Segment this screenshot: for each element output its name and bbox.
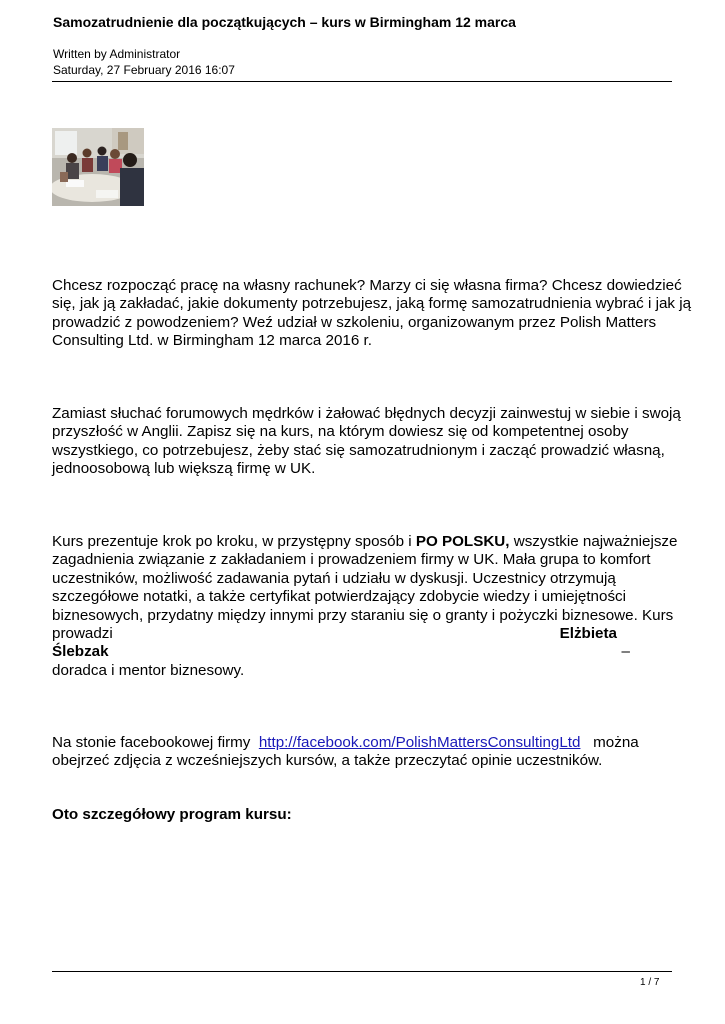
course-photo xyxy=(52,128,144,206)
date-line: Saturday, 27 February 2016 16:07 xyxy=(53,63,235,77)
text-line: uczestników, możliwość zadawania pytań i udziału w dyskusji. Uczestnicy otrzymują xyxy=(52,569,616,587)
text-line xyxy=(52,734,677,752)
text-line xyxy=(52,533,677,551)
instructor-last-name: Ślebzak xyxy=(52,643,109,661)
text-span: Kurs prezentuje krok po kroku, w przystępny sposób i xyxy=(52,533,416,550)
text-line: się, jak ją zakładać, jakie dokumenty potrzebujesz, jaką formę samozatrudnienia wybrać i jak ją xyxy=(52,295,692,313)
text-line xyxy=(52,643,630,661)
polish-language-emphasis: PO POLSKU, xyxy=(415,533,510,550)
text-span: prowadzi xyxy=(52,625,113,643)
text-line: przyszłość w Anglii. Zapisz się na kurs, na którym dowiesz się od kompetentnej osoby xyxy=(52,423,629,441)
facebook-paragraph xyxy=(52,734,677,771)
course-description-paragraph xyxy=(52,533,677,680)
instructor-role: doradca i mentor biznesowy. xyxy=(52,661,245,679)
text-line: obejrzeć zdjęcia z wcześniejszych kursów, a także przeczytać opinie uczestników. xyxy=(52,752,603,770)
text-line: biznesowych, przydatny między innymi przy staraniu się o granty i pożyczki biznesowe. Kurs xyxy=(52,606,674,624)
text-span: można xyxy=(593,734,639,751)
text-line xyxy=(52,625,617,643)
text-line: Chcesz rozpocząć pracę na własny rachunek? Marzy ci się własna firma? Chcesz dowiedzieć xyxy=(52,277,682,294)
dash: – xyxy=(621,643,630,661)
text-line: prowadzić z powodzeniem? Weź udział w szkoleniu, organizowanym przez Polish Matters xyxy=(52,313,657,331)
page-number: 1 / 7 xyxy=(640,977,660,988)
text-span: wszystkie najważniejsze xyxy=(509,533,678,550)
text-line: wszystkiego, co potrzebujesz, żeby stać się samozatrudnionym i zacząć prowadzić własną, xyxy=(52,441,665,459)
author-line: Written by Administrator xyxy=(53,47,181,61)
facebook-link[interactable]: http://facebook.com/PolishMattersConsultingLtd xyxy=(258,734,581,751)
text-line: Consulting Ltd. w Birmingham 12 marca 2016 r. xyxy=(52,332,372,350)
text-line: szczegółowe notatki, a także certyfikat potwierdzający zdobycie wiedzy i umiejętności xyxy=(52,588,627,606)
page-title: Samozatrudnienie dla początkujących – kurs w Birmingham 12 marca xyxy=(53,14,516,30)
footer-divider xyxy=(52,971,672,972)
text-span: Na stonie facebookowej firmy xyxy=(52,734,251,751)
header-divider xyxy=(52,81,672,82)
text-line: zagadnienia związanie z zakładaniem i prowadzeniem firmy w UK. Mała grupa to komfort xyxy=(52,551,651,569)
invest-paragraph xyxy=(52,405,681,479)
instructor-first-name: Elżbieta xyxy=(559,625,617,643)
program-heading: Oto szczegółowy program kursu: xyxy=(52,806,292,823)
text-line: jednoosobową lub większą firmę w UK. xyxy=(52,460,316,478)
text-line: Zamiast słuchać forumowych mędrków i żałować błędnych decyzji zainwestuj w siebie i swoją xyxy=(52,405,681,422)
intro-paragraph xyxy=(52,277,692,351)
